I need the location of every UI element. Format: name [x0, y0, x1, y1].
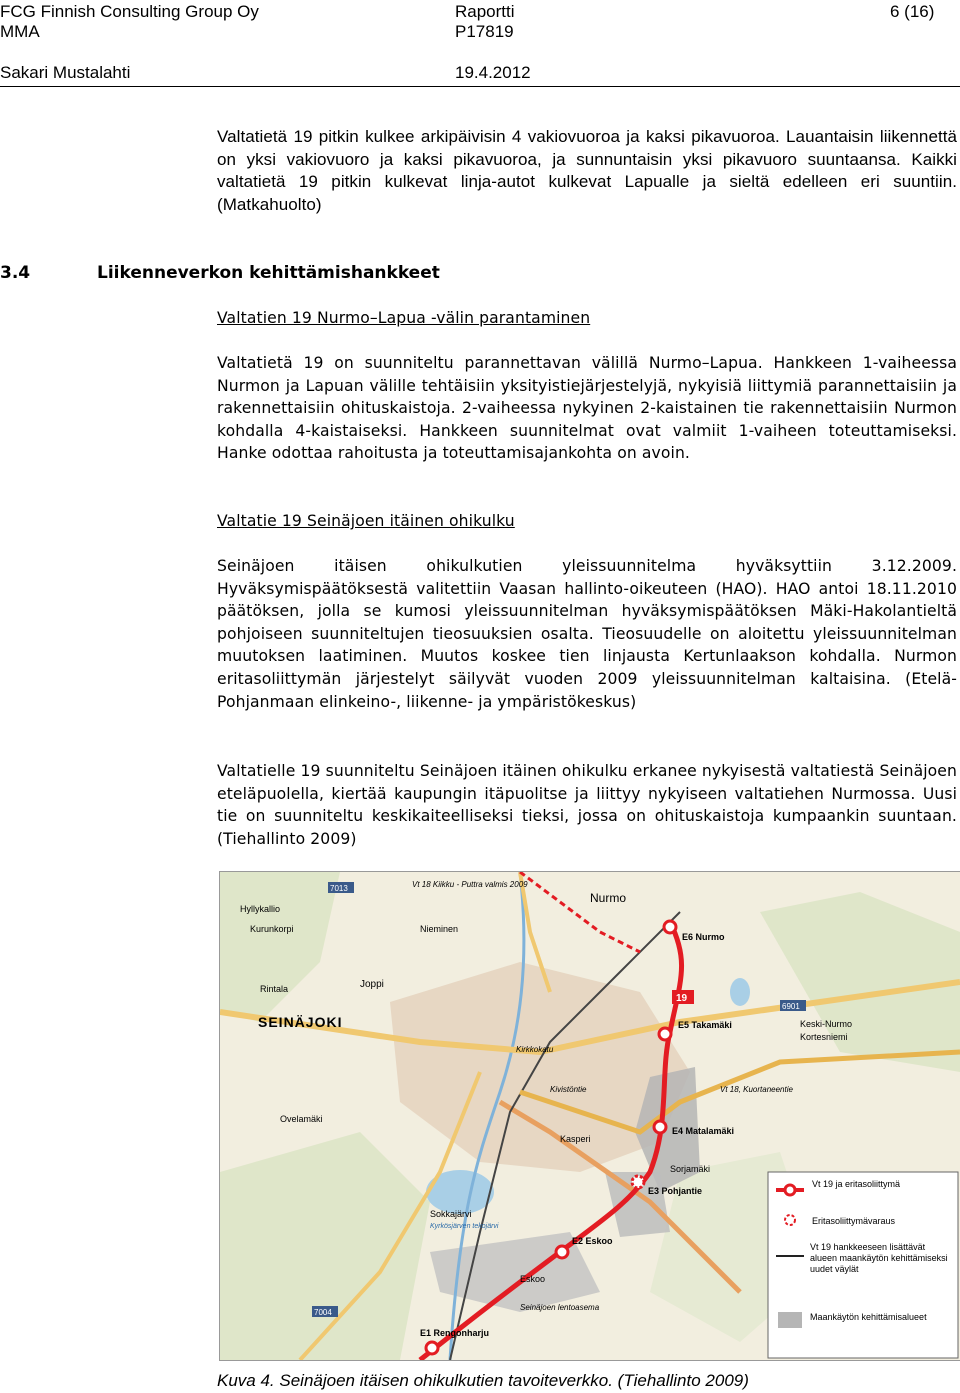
place-ovelamaki: Ovelamäki: [280, 1114, 323, 1124]
paragraph-ohikulku-description: Valtatielle 19 suunniteltu Seinäjoen itäinen ohikulku erkanee nykyisestä valtatiestä Seinäjoen eteläpuolella, kiertää kaupungin itäpuolitse ja liittyy nykyiseen valtatiehen Nurmossa. Uusi tie on suunniteltu keskikaiteelliseksi tieksi, jossa on ohituskaistoja kumpaankin suuntaan. (Tiehallinto 2009): [217, 762, 957, 848]
legend-item-2: Eritasoliittymävaraus: [812, 1216, 896, 1226]
road-code: 7013: [330, 884, 348, 893]
road-code: 7004: [314, 1308, 332, 1317]
legend-item-3: Vt 19 hankkeeseen lisättävät alueen maankäytön kehittämiseksi uudet väylät: [810, 1242, 948, 1274]
place-hyllykallio: Hyllykallio: [240, 904, 281, 914]
intro-paragraph: Valtatietä 19 pitkin kulkee arkipäivisin 4 vakiovuoroa ja kaksi pikavuoroa. Lauantaisin liikennettä on yksi vakiovuoro ja kaksi pikavuoroa, ja sunnuntaisin yksi pikavuoro suuntaansa. Kaikki valtatietä 19 pitkin kulkevat linja-autot kulkevat Lapualle ja sieltä edelleen eri suuntiin. (Matkahuolto): [217, 127, 957, 214]
lake: [730, 978, 750, 1006]
paragraph-nurmo-lapua: Valtatietä 19 on suunniteltu parannettavan välillä Nurmo–Lapua. Hankkeen 1-vaiheessa Nurmon ja Lapuan välille tehtäisiin yksityistiejärjestelyjä, nykyisiä liittymiä parannettaisiin ja rakennettaisiin ohituskaistoja. 2-vaiheessa nykyinen 2-kaistainen tie rakennettaisiin Nurmon kohdalla 4-kaistaiseksi. Hankkeen suunnitelmat ovat valmiit 1-vaiheen toteuttamiseksi. Hanke odottaa rahoitusta ja toteuttamisajankohta on avoin.: [217, 354, 957, 463]
legend-item-1: Vt 19 ja eritasoliittymä: [812, 1179, 901, 1189]
legend-item-4: Maankäytön kehittämisalueet: [810, 1312, 927, 1322]
note-vt18: Vt 18 Kiikku - Puttra valmis 2009: [412, 880, 528, 889]
place-kasperi: Kasperi: [560, 1134, 591, 1144]
road-label-kuortaneentie: Vt 18, Kuortaneentie: [720, 1085, 793, 1094]
header-author: Sakari Mustalahti: [0, 63, 131, 82]
header-doc-type: Raportti: [455, 2, 515, 21]
junction-e1-label: E1 Rengonharju: [420, 1328, 490, 1338]
junction-e4-label: E4 Matalamäki: [672, 1126, 735, 1136]
place-seinajoki: SEINÄJOKI: [258, 1014, 343, 1030]
place-nurmo: Nurmo: [590, 891, 627, 905]
road-label-kirkkokatu: Kirkkokatu: [516, 1045, 554, 1054]
map-legend: [768, 1172, 958, 1358]
legend-area-icon: [778, 1312, 802, 1328]
section-number: 3.4: [0, 263, 31, 283]
junction-e6-label: E6 Nurmo: [682, 932, 725, 942]
junction-e4: [654, 1121, 666, 1133]
place-joppi: Joppi: [360, 979, 384, 990]
map-graphic: [220, 872, 960, 1360]
place-eskoo: Eskoo: [520, 1274, 546, 1284]
section-heading: [0, 262, 440, 284]
road-network-map: [219, 871, 960, 1361]
place-nieminen: Nieminen: [420, 924, 459, 934]
header-date: 19.4.2012: [455, 63, 531, 82]
place-keski-nurmo: Keski-Nurmo: [800, 1019, 853, 1029]
place-kortesniemi: Kortesniemi: [800, 1032, 848, 1042]
section-title: Liikenneverkon kehittämishankkeet: [97, 263, 440, 283]
place-lentoasema: Seinäjoen lentoasema: [520, 1303, 600, 1312]
junction-e3-label: E3 Pohjantie: [648, 1186, 703, 1196]
road-label-kivistontie: Kivistöntie: [550, 1085, 587, 1094]
road-code: 6901: [782, 1002, 800, 1011]
legend-reservation-icon: [785, 1215, 795, 1225]
header-divider: [0, 86, 960, 87]
junction-e2-label: E2 Eskoo: [572, 1236, 613, 1246]
place-kyrkosjarvi: Kyrkösjärven tekojärvi: [430, 1223, 499, 1230]
place-sorjamaki: Sorjamäki: [670, 1164, 711, 1174]
place-kurunkorpi: Kurunkorpi: [250, 924, 294, 934]
junction-e6: [664, 921, 676, 933]
figure-caption: Kuva 4. Seinäjoen itäisen ohikulkutien tavoiteverkko. (Tiehallinto 2009): [217, 1371, 749, 1390]
legend-junction-icon: [785, 1185, 795, 1195]
junction-e1: [426, 1342, 438, 1354]
subheading-nurmo-lapua: Valtatien 19 Nurmo–Lapua -välin parantaminen: [217, 309, 591, 327]
junction-e5-label: E5 Takamäki: [678, 1020, 732, 1030]
header-client: MMA: [0, 22, 40, 41]
road-number: 19: [676, 993, 688, 1004]
header-page-number: 6 (16): [890, 2, 935, 21]
junction-e3: [632, 1176, 644, 1188]
place-sokkajarvi: Sokkajärvi: [430, 1209, 472, 1219]
paragraph-yleissuunnitelma: Seinäjoen itäisen ohikulkutien yleissuunnitelma hyväksyttiin 3.12.2009. Hyväksymispäätöksestä valitettiin Vaasan hallinto-oikeuteen (HAO). HAO antoi 18.11.2010 päätöksen, jolla se kumosi yleissuunnitelman hyväksymispäätöksen Mäki-Hakolantieltä pohjoiseen suunniteltujen tieosuuksien osalta. Tieosuudelle on aloitettu yleissuunnitelman muutoksen laatiminen. Muutos koskee tien linjausta Kertunlaakson kohdalla. Nurmon eritasoliittymän järjestelyt säilyvät vuoden 2009 yleissuunnitelman kaltaisina. (Etelä-Pohjanmaan elinkeino-, liikenne- ja ympäristökeskus): [217, 557, 957, 711]
header-project: P17819: [455, 22, 514, 41]
junction-e5: [659, 1028, 671, 1040]
junction-e2: [556, 1246, 568, 1258]
header-company: FCG Finnish Consulting Group Oy: [0, 2, 259, 21]
subheading-itainen-ohikulku: Valtatie 19 Seinäjoen itäinen ohikulku: [217, 512, 515, 530]
place-rintala: Rintala: [260, 984, 289, 994]
